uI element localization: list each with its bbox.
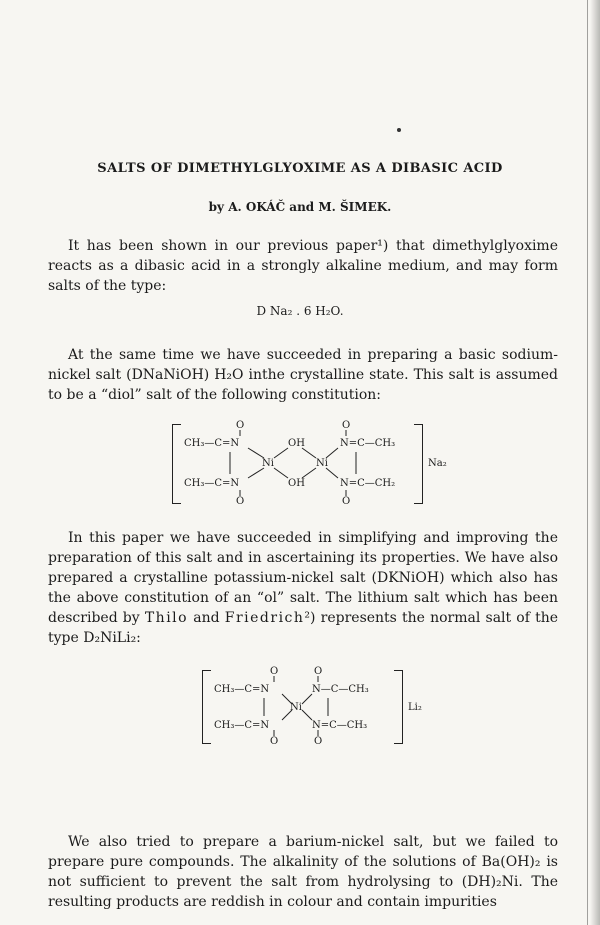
article-title: SALTS OF DIMETHYLGLYOXIME AS A DIBASIC ACID (97, 161, 503, 176)
paragraph-preparation-text (48, 528, 558, 648)
oxygen-label: O (270, 666, 279, 677)
paragraph-intro-text: It has been shown in our previous paper¹) that dimethylglyoxime reacts as a dibasic acid in a strongly alkaline medium, and may form salts of the type: (48, 238, 558, 294)
text-run: and (188, 610, 225, 626)
author-name-thilo: Thilo (144, 610, 189, 626)
page-edge-line (587, 0, 588, 925)
right-bottom-group: N=C—CH₂ (340, 478, 396, 489)
nickel-center: Ni (290, 702, 302, 713)
oxygen-label: O (314, 666, 323, 677)
nickel-left: Ni (262, 458, 274, 469)
right-top-group: N—C—CH₃ (312, 684, 369, 695)
paragraph-preparation (48, 528, 558, 648)
author-name-friedrich: Friedrich (224, 610, 305, 626)
lithium-salt-structure (200, 664, 430, 750)
left-bottom-group: CH₃—C=N (214, 720, 270, 731)
cation-label: Li₂ (408, 702, 422, 713)
paragraph-diol-text: At the same time we have succeeded in preparing a basic sodium-nickel salt (DNaNiOH) H₂O inthe crystalline state. This salt is assumed to be a “diol” salt of the following constitution: (48, 347, 558, 403)
right-bottom-group: N=C—CH₃ (312, 720, 368, 731)
left-bottom-group: CH₃—C=N (184, 478, 240, 489)
right-top-group: N=C—CH₃ (340, 438, 396, 449)
text-run: ²) represents the normal salt of the type D₂NiLi₂: (48, 610, 558, 646)
oxygen-label: O (342, 420, 351, 431)
structure-bonds (170, 420, 450, 510)
scan-speck (397, 128, 401, 132)
left-top-group: CH₃—C=N (184, 438, 240, 449)
nickel-right: Ni (316, 458, 328, 469)
hydroxyl-bottom: OH (288, 478, 305, 489)
oxygen-label: O (236, 420, 245, 431)
paragraph-diol (48, 345, 558, 405)
salt-formula: D Na₂ . 6 H₂O. (256, 304, 344, 318)
article-authors: by A. OKÁČ and M. ŠIMEK. (208, 200, 392, 214)
paragraph-barium (48, 832, 558, 912)
diol-salt-structure (170, 420, 450, 510)
hydroxyl-top: OH (288, 438, 305, 449)
oxygen-label: O (342, 496, 351, 507)
left-top-group: CH₃—C=N (214, 684, 270, 695)
paragraph-barium-text: We also tried to prepare a barium-nickel salt, but we failed to prepare pure compounds. The alkalinity of the solutions of Ba(OH)₂ is not sufficient to prevent the salt from hydrolysing to (DH)₂Ni. The resulting products are reddish in colour and contain impurities (48, 834, 558, 910)
oxygen-label: O (236, 496, 245, 507)
paragraph-intro (48, 236, 558, 296)
text-run: In this paper we have succeeded in simplifying and improving the preparation of this salt and in ascertaining its properties. We have also prepared a crystalline potassium-nickel salt (DKNiOH) which also has the above constitution of an “ol” salt. The lithium salt which has been described by (48, 530, 558, 626)
oxygen-label: O (314, 736, 323, 747)
page-edge-shadow (590, 0, 600, 925)
oxygen-label: O (270, 736, 279, 747)
cation-label: Na₂ (428, 458, 447, 469)
